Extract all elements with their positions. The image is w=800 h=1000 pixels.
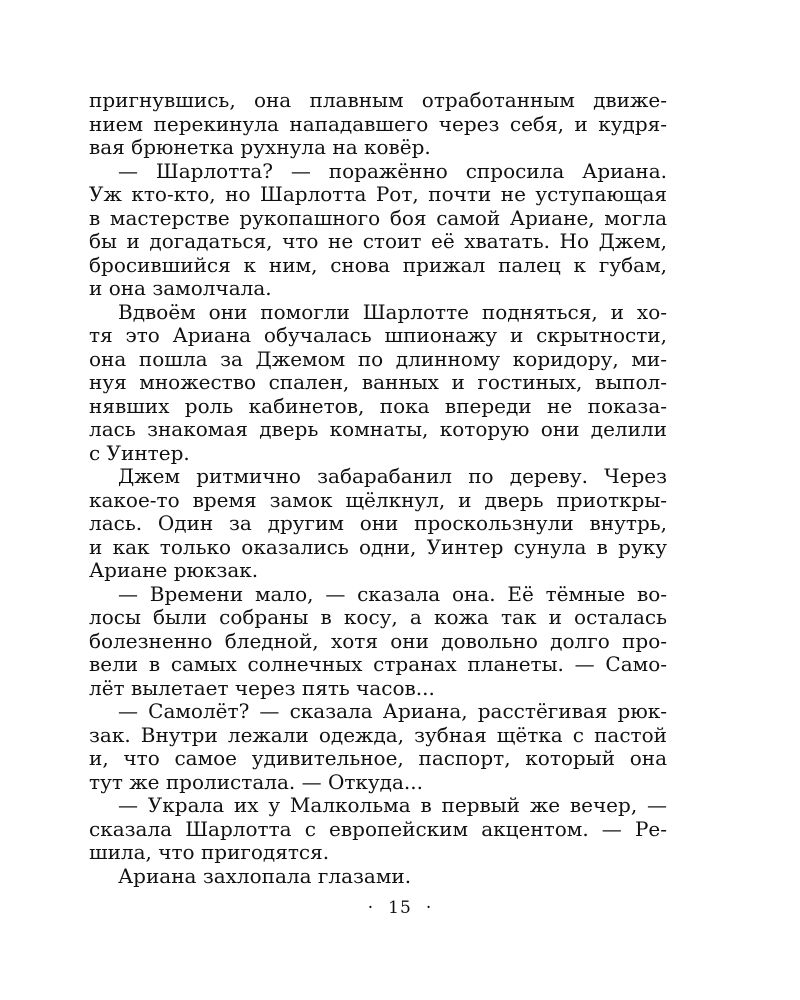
text-line: лась. Один за другим они проскользнули внутрь, [89,511,667,535]
text-line: нием перекинула нападавшего через себя, и кудря- [89,111,667,136]
text-line: лёт вылетает через пять часов... [89,675,435,700]
text-line: Вдвоём они помогли Шарлотте подняться, и хо- [118,299,667,324]
text-line: — Времени мало, — сказала она. Её тёмные во- [118,581,667,606]
text-line: — Самолёт? — сказала Ариана, расстёгивая рюк- [118,699,667,723]
text-line: Ариана захлопала глазами. [118,863,412,888]
text-line: бросившийся к ним, снова прижал палец к губам, [89,252,667,277]
text-line: с Уинтер. [89,440,190,465]
text-line: Джем ритмично забарабанил по дереву. Через [118,464,667,488]
folio-right-dot: · [425,898,433,918]
text-line: сказала Шарлотта с европейским акцентом. — Ре- [89,816,667,841]
text-line: и, что самое удивительное, паспорт, который она [89,746,667,770]
page-number: 15 [388,898,412,918]
page-footer [0,898,800,918]
body-text [89,89,667,888]
text-line: болезненно бледной, хотя они довольно долго про- [89,628,667,653]
text-line: бы и догадаться, что не стоит её хватать. Но Джем, [89,229,667,253]
text-line: шила, что пригодятся. [89,840,330,864]
text-line: и она замолчала. [89,276,272,300]
text-line: и как только оказались одни, Уинтер сунула в руку [89,534,667,559]
text-line: в мастерстве рукопашного боя самой Ариане, могла [89,205,667,230]
text-line: — Украла их у Малкольма в первый же вечер, — [118,793,667,817]
folio-left-dot: · [367,898,375,918]
text-line: она пошла за Джемом по длинному коридору, ми- [89,346,667,371]
text-line: лосы были собраны в косу, а кожа так и осталась [89,605,667,629]
text-line: тя это Ариана обучалась шпионажу и скрытности, [89,323,667,347]
text-line: нявших роль кабинетов, пока впереди не показа- [89,393,667,418]
text-line: вая брюнетка рухнула на ковёр. [89,135,431,159]
text-line: лась знакомая дверь комнаты, которую они делили [89,417,667,441]
text-line: — Шарлотта? — поражённо спросила Ариана. [118,158,667,183]
text-line: вели в самых солнечных странах планеты. — Само- [89,652,667,676]
text-line: зак. Внутри лежали одежда, зубная щётка с пастой [89,722,667,747]
text-line: тут же пролистала. — Откуда... [89,769,423,794]
text-line: Ариане рюкзак. [89,558,259,582]
text-line: пригнувшись, она плавным отработанным движе- [89,88,667,112]
text-line: какое-то время замок щёлкнул, и дверь приоткры- [89,487,667,512]
text-line: нуя множество спален, ванных и гостиных, выпол- [89,370,667,394]
text-line: Уж кто-кто, но Шарлотта Рот, почти не уступающая [89,182,667,206]
